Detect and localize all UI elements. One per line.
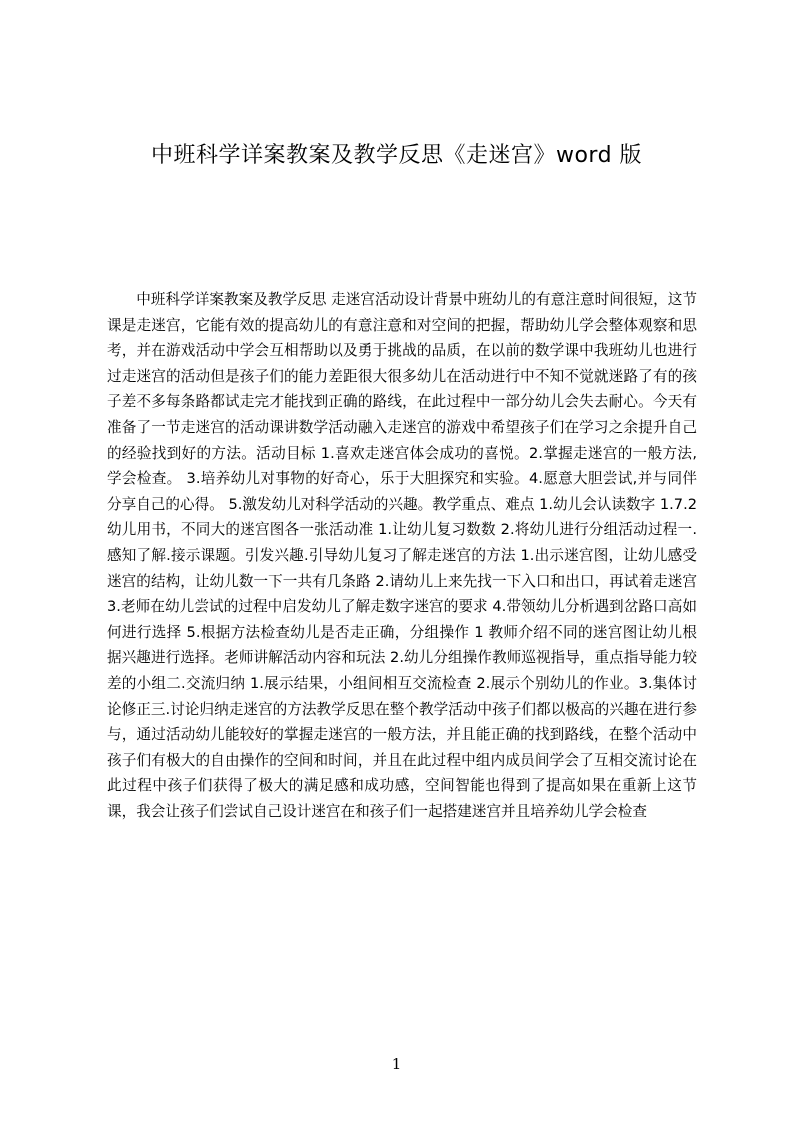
page-number: 1 <box>391 1055 402 1073</box>
document-body-paragraph: 中班科学详案教案及教学反思 走迷宫活动设计背景中班幼儿的有意注意时间很短，这节课是走迷宫，它能有效的提高幼儿的有意注意和对空间的把握，帮助幼儿学会整体观察和思考，并在游戏活动中学会互相帮助以及勇于挑战的品质，在以前的数学课中我班幼儿也进行过走迷宫的活动但是孩子们的能力差距很大很多幼儿在活动进行中不知不觉就迷路了有的孩子差不多每条路都试走完才能找到正确的路线，在此过程中一部分幼儿会失去耐心。今天有准备了一节走迷宫的活动课讲数学活动融入走迷宫的游戏中希望孩子们在学习之余提升自己的经验找到好的方法。活动目标 1.喜欢走迷宫体会成功的喜悦。2.掌握走迷宫的一般方法,学会检查。 3.培养幼儿对事物的好奇心，乐于大胆探究和实验。4.愿意大胆尝试,并与同伴分享自己的心得。 5.激发幼儿对科学活动的兴趣。教学重点、难点 1.幼儿会认读数字 1.7.2 幼儿用书，不同大的迷宫图各一张活动准 1.让幼儿复习数数 2.将幼儿进行分组活动过程一.感知了解.接示课题。引发兴趣.引导幼儿复习了解走迷宫的方法 1.出示迷宫图，让幼儿感受迷宫的结构，让幼儿数一下一共有几条路 2.请幼儿上来先找一下入口和出口，再试着走迷宫 3.老师在幼儿尝试的过程中启发幼儿了解走数字迷宫的要求 4.带领幼儿分析遇到岔路口高如何进行选择 5.根据方法检查幼儿是否走正确，分组操作 1 教师介绍不同的迷宫图让幼儿根据兴趣进行选择。老师讲解活动内容和玩法 2.幼儿分组操作教师巡视指导，重点指导能力较差的小组二.交流归纳 1.展示结果，小组间相互交流检查 2.展示个别幼儿的作业。3.集体讨论修正三.讨论归纳走迷宫的方法教学反思在整个教学活动中孩子们都以极高的兴趣在进行参与，通过活动幼儿能较好的掌握走迷宫的一般方法，并且能正确的找到路线，在整个活动中孩子们有极大的自由操作的空间和时间，并且在此过程中组内成员间学会了互相交流讨论在此过程中孩子们获得了极大的满足感和成功感，空间智能也得到了提高如果在重新上这节课，我会让孩子们尝试自己设计迷宫在和孩子们一起搭建迷宫并且培养幼儿学会检查 <box>107 291 697 820</box>
document-title: 中班科学详案教案及教学反思《走迷宫》word 版 <box>150 143 643 168</box>
